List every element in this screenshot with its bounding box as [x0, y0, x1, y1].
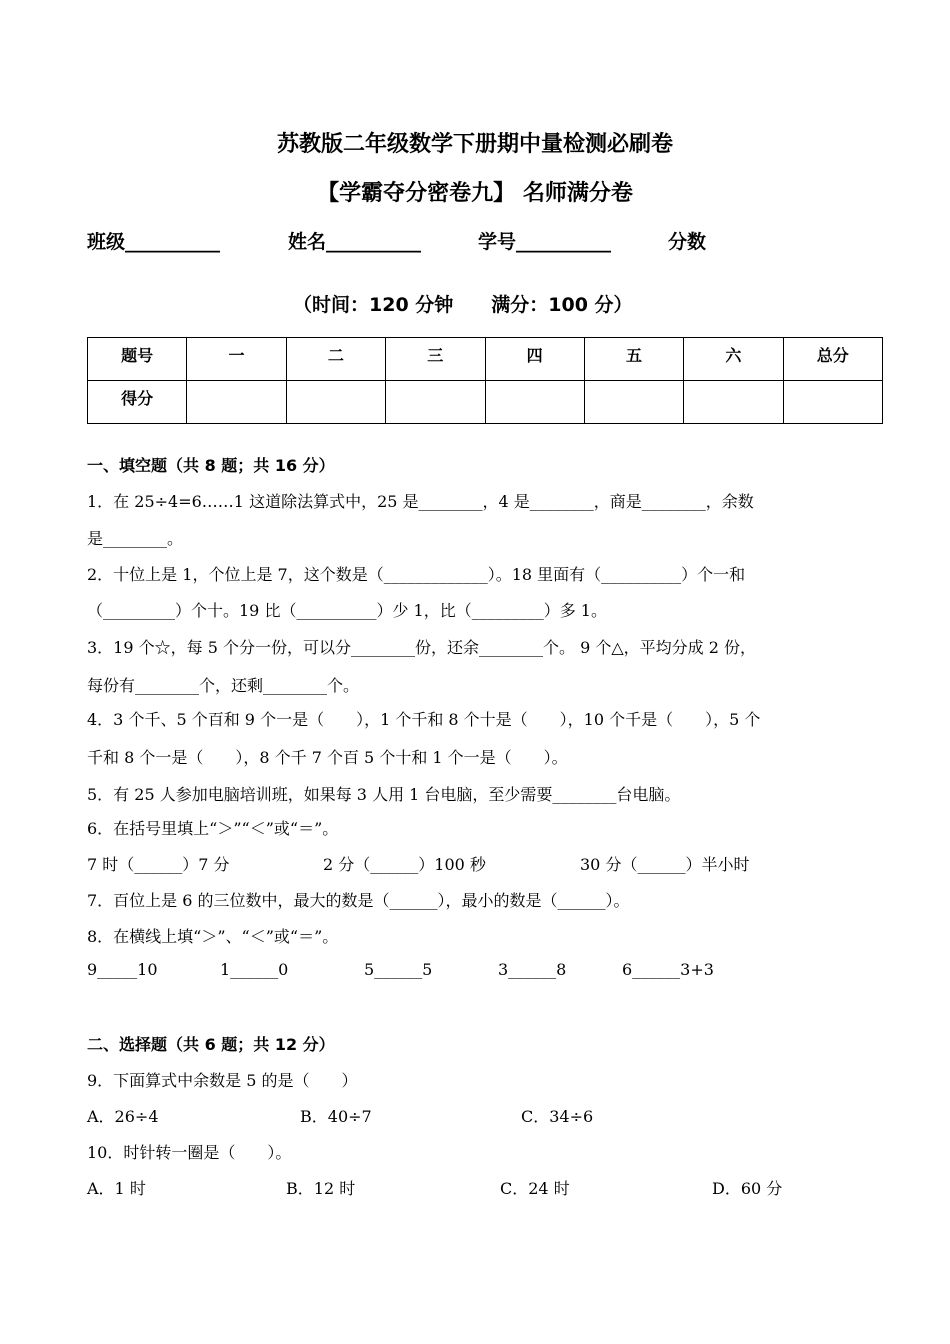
q8-item: 1______0: [220, 960, 289, 979]
question-line: 2．十位上是 1，个位上是 7，这个数是（_____________）。18 里面有（__________）个一和: [87, 565, 746, 584]
score-table-cell: 五: [584, 338, 683, 381]
answer-option: A．26÷4: [87, 1107, 159, 1126]
q8-item: 3______8: [498, 960, 567, 979]
q8-item: 5______5: [364, 960, 433, 979]
answer-option: B．12 时: [286, 1179, 356, 1198]
score-field: 分数: [668, 231, 707, 253]
score-table-header-row: [88, 338, 883, 381]
question-stem: 9．下面算式中余数是 5 的是（ ）: [87, 1071, 358, 1090]
score-table-cell: 二: [286, 338, 385, 381]
document-subtitle: 【学霸夺分密卷九】 名师满分卷: [317, 181, 633, 206]
document-title: 苏教版二年级数学下册期中量检测必刷卷: [276, 132, 673, 157]
score-entry-cell[interactable]: [783, 381, 882, 424]
score-entry-cell[interactable]: [187, 381, 286, 424]
score-entry-cell[interactable]: [684, 381, 783, 424]
q8-item: 9_____10: [87, 960, 158, 979]
q6-item: 2 分（______）100 秒: [323, 855, 486, 874]
answer-option: B．40÷7: [300, 1107, 372, 1126]
question-line: 7．百位上是 6 的三位数中，最大的数是（______），最小的数是（______）。: [87, 891, 630, 910]
score-entry-cell[interactable]: [485, 381, 584, 424]
score-table-cell: 三: [386, 338, 485, 381]
name-field: 姓名__________: [288, 231, 422, 253]
q6-item: 7 时（______）7 分: [87, 855, 230, 874]
answer-option: D．60 分: [712, 1179, 783, 1198]
question-line: 每份有________个，还剩________个。: [87, 676, 360, 695]
answer-option: C．24 时: [500, 1179, 570, 1198]
question-line: 5．有 25 人参加电脑培训班，如果每 3 人用 1 台电脑，至少需要________台电脑。: [87, 785, 681, 804]
student-number-field: 学号__________: [478, 231, 612, 253]
q8-item: 6______3+3: [622, 960, 714, 979]
class-field: 班级__________: [87, 231, 221, 253]
score-table-cell: 题号: [88, 338, 187, 381]
score-table-cell: 六: [684, 338, 783, 381]
section-heading-fill-in: 一、填空题（共 8 题；共 16 分）: [87, 456, 335, 475]
question-stem: 10．时针转一圈是（ ）。: [87, 1143, 292, 1162]
answer-option: A．1 时: [87, 1179, 146, 1198]
time-info: （时间：120 分钟 满分：100 分）: [293, 294, 633, 316]
question-line: 8．在横线上填“＞”、“＜”或“＝”。: [87, 927, 339, 946]
question-line: （_________）个十。19 比（__________）少 1，比（_________）多 1。: [87, 601, 607, 620]
section-heading-multiple-choice: 二、选择题（共 6 题；共 12 分）: [87, 1035, 335, 1054]
score-table-cell: 一: [187, 338, 286, 381]
answer-option: C．34÷6: [521, 1107, 594, 1126]
question-line: 3．19 个☆，每 5 个分一份，可以分________份，还余________个。 9 个△，平均分成 2 份，: [87, 638, 756, 657]
score-table-cell: 总分: [783, 338, 882, 381]
question-line: 4．3 个千、5 个百和 9 个一是（ ），1 个千和 8 个十是（ ），10 个千是（ ），5 个: [87, 710, 761, 729]
question-line: 6．在括号里填上“＞”“＜”或“＝”。: [87, 819, 339, 838]
score-table-score-row: [88, 381, 883, 424]
question-line: 千和 8 个一是（ ），8 个千 7 个百 5 个十和 1 个一是（ ）。: [87, 748, 568, 767]
score-table: [87, 337, 883, 424]
score-table-cell: 得分: [88, 381, 187, 424]
question-line: 是________。: [87, 529, 184, 548]
q6-item: 30 分（______）半小时: [580, 855, 750, 874]
score-table-cell: 四: [485, 338, 584, 381]
score-entry-cell[interactable]: [386, 381, 485, 424]
question-line: 1．在 25÷4=6……1 这道除法算式中，25 是________，4 是________，商是________，余数: [87, 492, 754, 511]
score-entry-cell[interactable]: [286, 381, 385, 424]
score-entry-cell[interactable]: [584, 381, 683, 424]
